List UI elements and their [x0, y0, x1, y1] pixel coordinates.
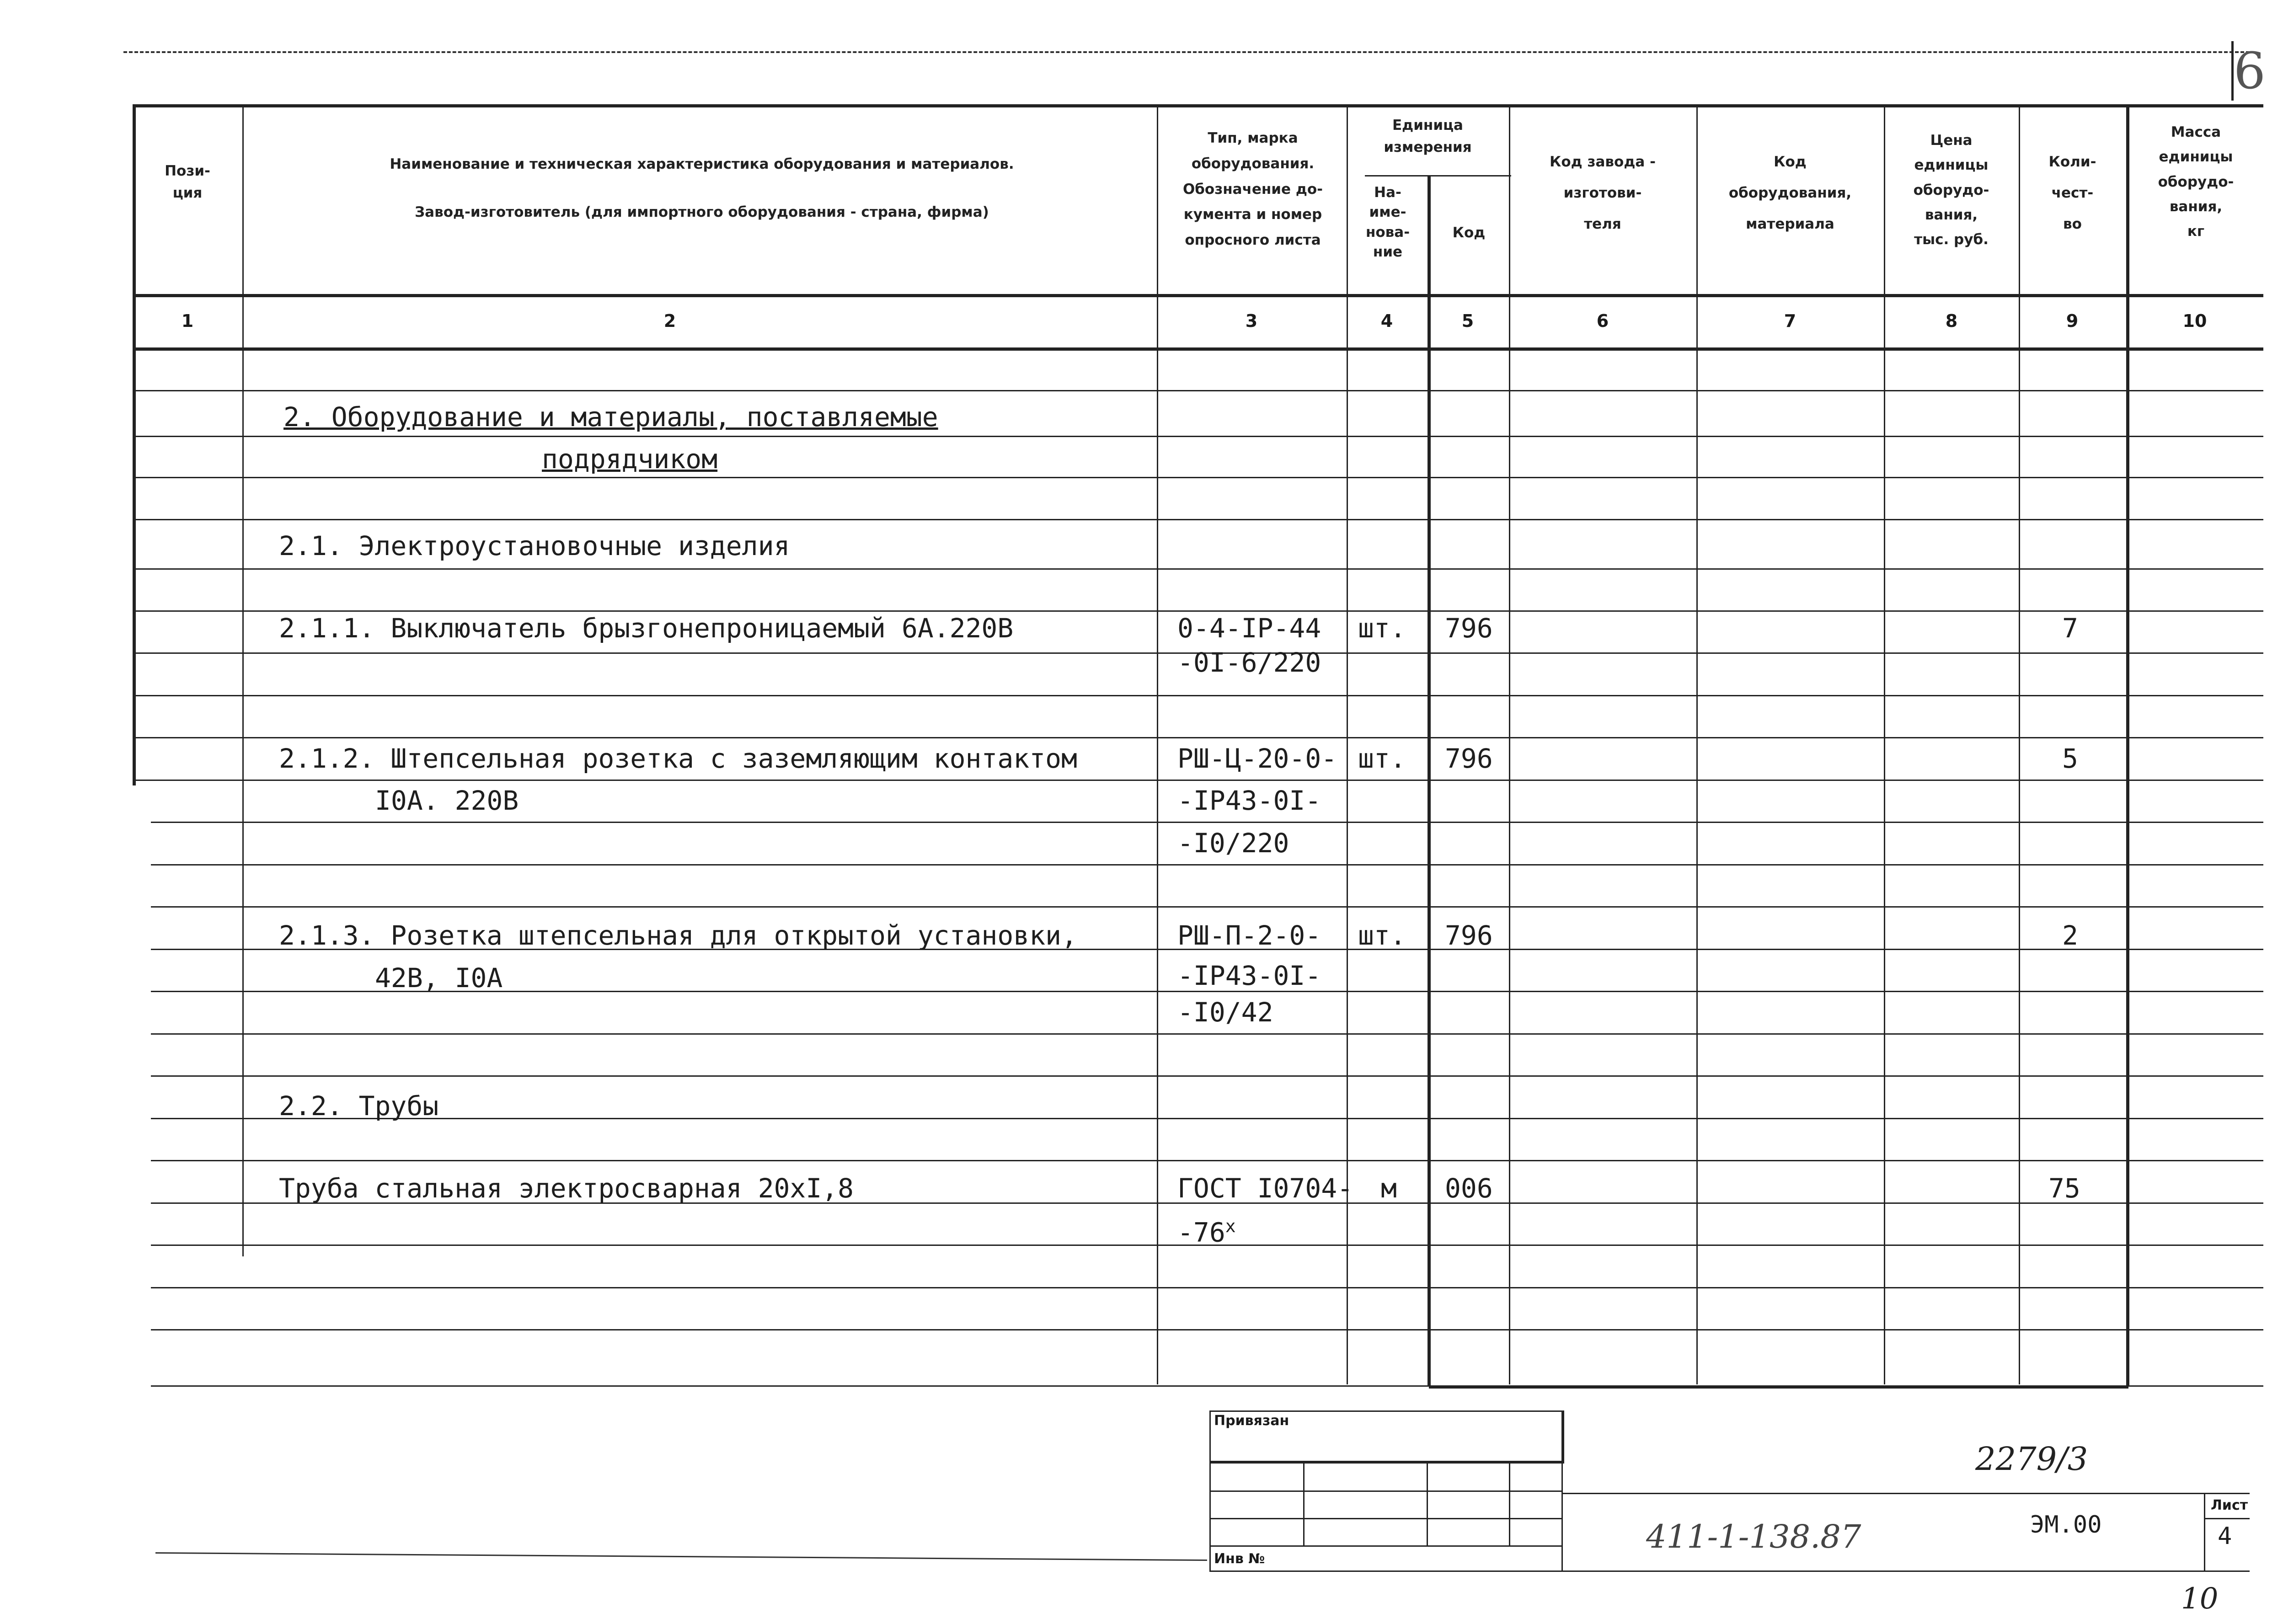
col-number-2: 2: [663, 311, 676, 331]
col-number-7: 7: [1784, 311, 1796, 331]
item-2-1-3-code: 796: [1445, 920, 1493, 951]
col-number-3: 3: [1245, 311, 1258, 331]
item-2-1-2-code: 796: [1445, 743, 1493, 774]
col-number-8: 8: [1945, 311, 1958, 331]
item-2-1-2-unit: шт.: [1358, 743, 1406, 774]
item-2-1-2-type-cont2: -I0/220: [1177, 828, 1289, 859]
col-number-9: 9: [2066, 311, 2079, 331]
header-quantity: Коли- чест- во: [2048, 154, 2096, 233]
item-2-1-3-type: РШ-П-2-0-: [1177, 920, 1321, 951]
item-2-1-2-type: РШ-Ц-20-0-: [1177, 743, 1337, 774]
item-2-1-2-name-cont: I0А. 220В: [375, 785, 519, 816]
item-2-1-3-unit: шт.: [1358, 920, 1406, 951]
item-2-1-3-qty: 2: [2062, 920, 2078, 951]
section-2-2-title: 2.2. Трубы: [279, 1090, 439, 1122]
top-right-mark: 6: [2231, 41, 2275, 101]
item-pipe-qty: 75: [2048, 1173, 2080, 1204]
col-number-10: 10: [2182, 311, 2207, 331]
item-2-1-1-type-cont: -0I-6/220: [1177, 647, 1321, 678]
sheet-label: Лист: [2211, 1497, 2248, 1513]
item-2-1-1-unit: шт.: [1358, 613, 1406, 644]
item-2-1-3-type-cont2: -I0/42: [1177, 997, 1273, 1028]
bottom-border-line: [155, 1552, 1207, 1561]
header-position: Пози- ция: [165, 163, 210, 202]
item-pipe-code: 006: [1445, 1173, 1493, 1204]
doc-code: ЭМ.00: [2030, 1511, 2102, 1539]
handwritten-project-number: 2279/3: [1975, 1440, 2088, 1478]
col-number-4: 4: [1380, 311, 1393, 331]
sheet-number: 4: [2218, 1522, 2232, 1550]
section-2-title: 2. Оборудование и материалы, поставляемые: [283, 401, 938, 433]
top-border-line: [123, 51, 2250, 53]
header-unit-code: Код: [1452, 224, 1486, 241]
header-factory-code: Код завода - изготови- теля: [1550, 154, 1656, 233]
header-price: Цена единицы оборудо- вания, тыс. руб.: [1913, 132, 1989, 248]
header-type: Тип, марка оборудования. Обозначение до- кумента и номер опросного листа: [1182, 130, 1323, 249]
item-2-1-2-name: 2.1.2. Штепсельная розетка с заземляющим контактом: [279, 743, 1077, 774]
item-pipe-unit: м: [1381, 1173, 1397, 1204]
item-pipe-type-cont-text: -76: [1177, 1217, 1225, 1248]
item-pipe-type: ГОСТ I0704-: [1177, 1173, 1353, 1204]
header-name-line1: Наименование и техническая характеристика оборудования и материалов.: [390, 156, 1014, 172]
item-2-1-2-type-cont: -IP43-0I-: [1177, 785, 1321, 816]
col-number-6: 6: [1596, 311, 1609, 331]
header-equipment-code: Код оборудования, материала: [1728, 154, 1852, 233]
header-unit-name: На- име- нова- ние: [1365, 184, 1410, 261]
item-pipe-name: Труба стальная электросварная 20хI,8: [279, 1173, 854, 1204]
section-2-1-title: 2.1. Электроустановочные изделия: [279, 530, 790, 561]
item-2-1-1-type: 0-4-IP-44: [1177, 613, 1321, 644]
header-unit: Единица измерения: [1384, 117, 1472, 156]
item-pipe-type-cont: [1177, 1216, 1236, 1248]
corner-page-mark: 10: [2181, 1582, 2219, 1616]
item-2-1-2-qty: 5: [2062, 743, 2078, 774]
item-2-1-3-name: 2.1.3. Розетка штепсельная для открытой установки,: [279, 920, 1077, 951]
col-number-5: 5: [1461, 311, 1474, 331]
item-pipe-type-sup: х: [1225, 1216, 1236, 1236]
header-mass: Масса единицы оборудо- вания, кг: [2158, 124, 2234, 240]
col-number-1: 1: [181, 311, 194, 331]
item-2-1-1-name: 2.1.1. Выключатель брызгонепроницаемый 6А.220В: [279, 613, 1014, 644]
section-2-title-cont: подрядчиком: [542, 443, 718, 475]
item-2-1-3-type-cont: -IP43-0I-: [1177, 960, 1321, 991]
header-name-line2: Завод-изготовитель (для импортного оборудования - страна, фирма): [415, 204, 989, 220]
privyazan-label: Привязан: [1214, 1413, 1289, 1429]
handwritten-doc-number: 411-1-138.87: [1646, 1518, 1861, 1555]
item-2-1-1-code: 796: [1445, 613, 1493, 644]
item-2-1-3-name-cont: 42В, I0А: [375, 962, 503, 994]
item-2-1-1-qty: 7: [2062, 613, 2078, 644]
inv-number-label: Инв №: [1214, 1551, 1265, 1567]
